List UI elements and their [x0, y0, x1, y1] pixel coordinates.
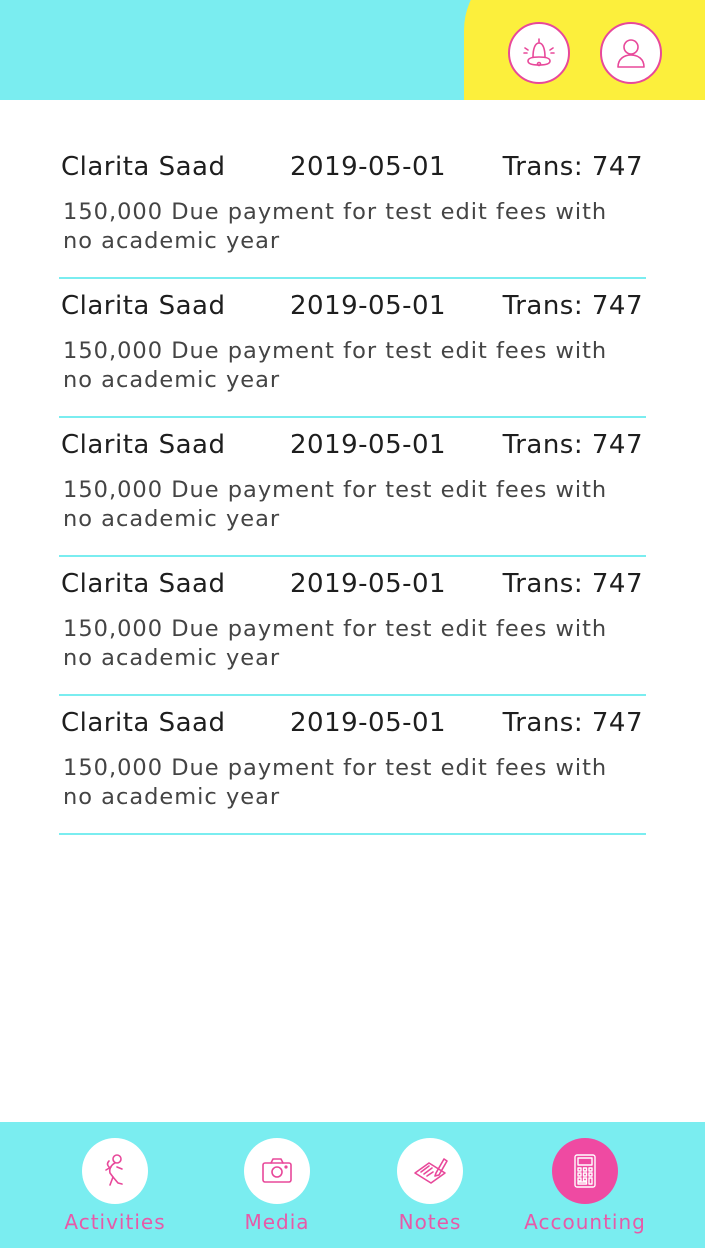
tab-icon-circle [397, 1138, 463, 1204]
transaction-row-header [59, 569, 646, 603]
transaction-row-header [59, 708, 646, 742]
transaction-description: 150,000 Due payment for test edit fees with no academic year [63, 616, 608, 671]
user-icon [611, 33, 651, 73]
notifications-button[interactable] [508, 22, 570, 84]
transaction-number: Trans: 747 [502, 152, 643, 182]
transaction-item[interactable] [59, 557, 646, 696]
transaction-name: Clarita Saad [61, 430, 226, 460]
transaction-item[interactable] [59, 279, 646, 418]
transaction-name: Clarita Saad [61, 291, 226, 321]
transaction-date: 2019-05-01 [290, 569, 447, 599]
tab-activities[interactable] [35, 1122, 195, 1248]
transaction-item[interactable] [59, 696, 646, 835]
transaction-date: 2019-05-01 [290, 708, 447, 738]
transaction-number: Trans: 747 [502, 291, 643, 321]
tab-accounting-label: Accounting [524, 1210, 646, 1234]
profile-button[interactable] [600, 22, 662, 84]
bell-icon [519, 33, 559, 73]
transaction-name: Clarita Saad [61, 569, 226, 599]
activities-icon [95, 1151, 135, 1191]
transaction-number: Trans: 747 [502, 708, 643, 738]
transaction-description: 150,000 Due payment for test edit fees with no academic year [63, 477, 608, 532]
transaction-name: Clarita Saad [61, 152, 226, 182]
bottom-tab-bar [0, 1122, 705, 1248]
transaction-date: 2019-05-01 [290, 430, 447, 460]
transaction-number: Trans: 747 [502, 569, 643, 599]
camera-icon [257, 1151, 297, 1191]
calculator-icon [565, 1151, 605, 1191]
transaction-row-header [59, 430, 646, 464]
header-yellow-shape [464, 0, 705, 100]
transaction-name: Clarita Saad [61, 708, 226, 738]
transaction-row-header [59, 291, 646, 325]
transaction-description: 150,000 Due payment for test edit fees with no academic year [63, 338, 608, 393]
tab-notes[interactable] [350, 1122, 510, 1248]
tab-media-label: Media [244, 1210, 310, 1234]
top-header [0, 0, 705, 100]
tab-icon-circle [244, 1138, 310, 1204]
tab-icon-circle [82, 1138, 148, 1204]
transaction-description: 150,000 Due payment for test edit fees with no academic year [63, 755, 608, 810]
transaction-number: Trans: 747 [502, 430, 643, 460]
tab-accounting[interactable] [505, 1122, 665, 1248]
transaction-list [59, 140, 646, 835]
transaction-row-header [59, 152, 646, 186]
tab-notes-label: Notes [398, 1210, 462, 1234]
transaction-item[interactable] [59, 140, 646, 279]
transaction-date: 2019-05-01 [290, 291, 447, 321]
notes-icon [410, 1151, 450, 1191]
tab-media[interactable] [197, 1122, 357, 1248]
transaction-description: 150,000 Due payment for test edit fees with no academic year [63, 199, 608, 254]
transaction-date: 2019-05-01 [290, 152, 447, 182]
tab-activities-label: Activities [64, 1210, 166, 1234]
tab-icon-circle [552, 1138, 618, 1204]
transaction-item[interactable] [59, 418, 646, 557]
